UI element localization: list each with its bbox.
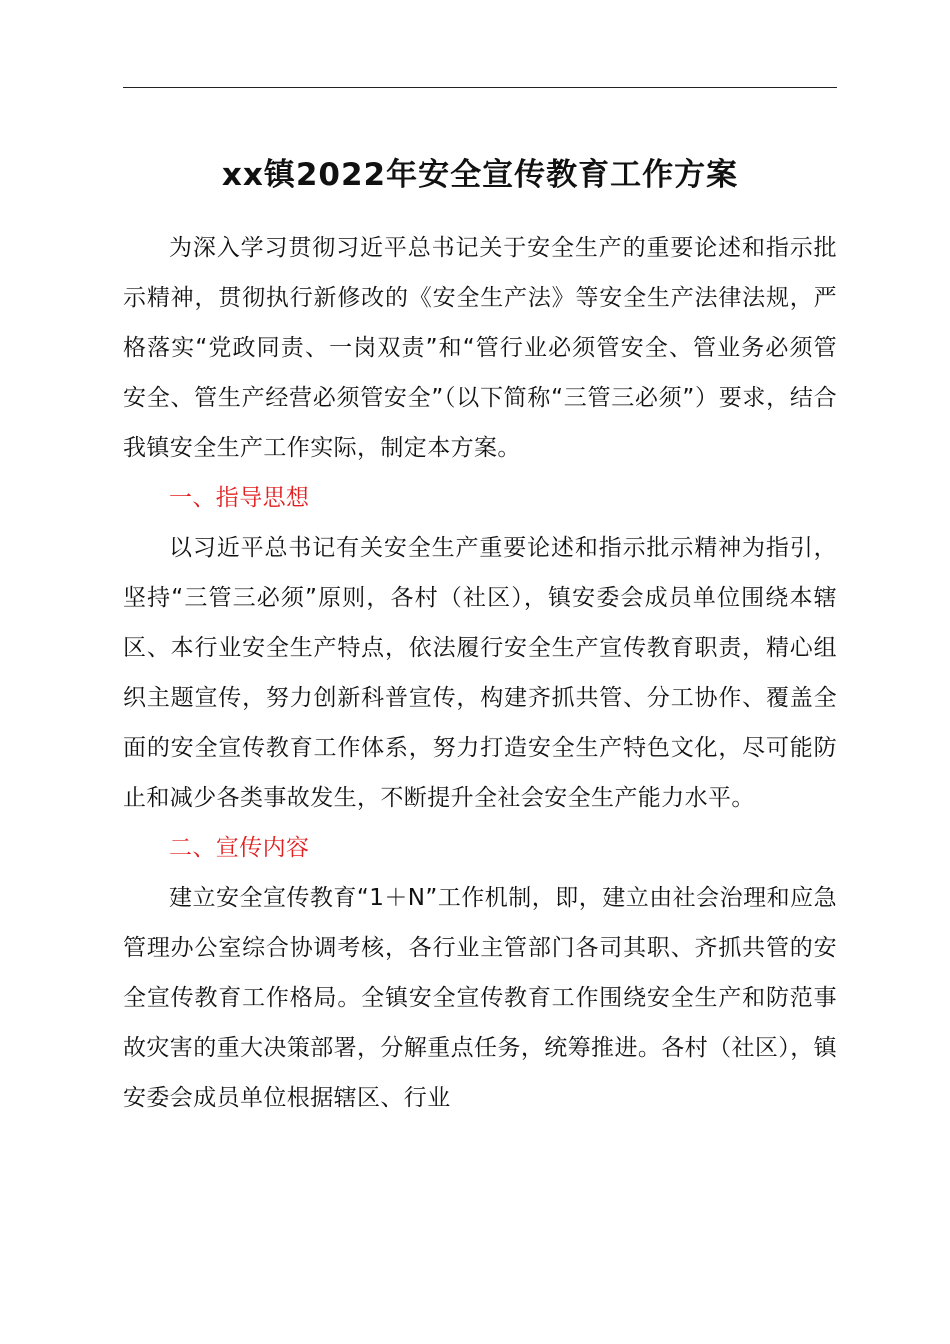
header-rule [123, 87, 837, 88]
intro-paragraph: 为深入学习贯彻习近平总书记关于安全生产的重要论述和指示批示精神，贯彻执行新修改的《安全生产法》等安全生产法律法规，严格落实“党政同责、一岗双责”和“管行业必须管安全、管业务必须管安全、管生产经营必须管安全”（以下简称“三管三必须”）要求，结合我镇安全生产工作实际，制定本方案。 [123, 235, 837, 461]
section-heading-publicity-content: 二、宣传内容 [169, 835, 310, 861]
section-heading-guiding-ideology: 一、指导思想 [169, 485, 310, 511]
section-body-publicity-content: 建立安全宣传教育“1＋N”工作机制，即，建立由社会治理和应急管理办公室综合协调考核，各行业主管部门各司其职、齐抓共管的安全宣传教育工作格局。全镇安全宣传教育工作围绕安全生产和防范事故灾害的重大决策部署，分解重点任务，统筹推进。各村（社区），镇安委会成员单位根据辖区、行业 [123, 885, 837, 1111]
document-body [123, 223, 837, 1123]
document-title: xx镇2022年安全宣传教育工作方案 [221, 157, 739, 193]
section-body-guiding-ideology: 以习近平总书记有关安全生产重要论述和指示批示精神为指引，坚持“三管三必须”原则，各村（社区），镇安委会成员单位围绕本辖区、本行业安全生产特点，依法履行安全生产宣传教育职责，精心组织主题宣传，努力创新科普宣传，构建齐抓共管、分工协作、覆盖全面的安全宣传教育工作体系，努力打造安全生产特色文化，尽可能防止和减少各类事故发生，不断提升全社会安全生产能力水平。 [123, 535, 837, 811]
